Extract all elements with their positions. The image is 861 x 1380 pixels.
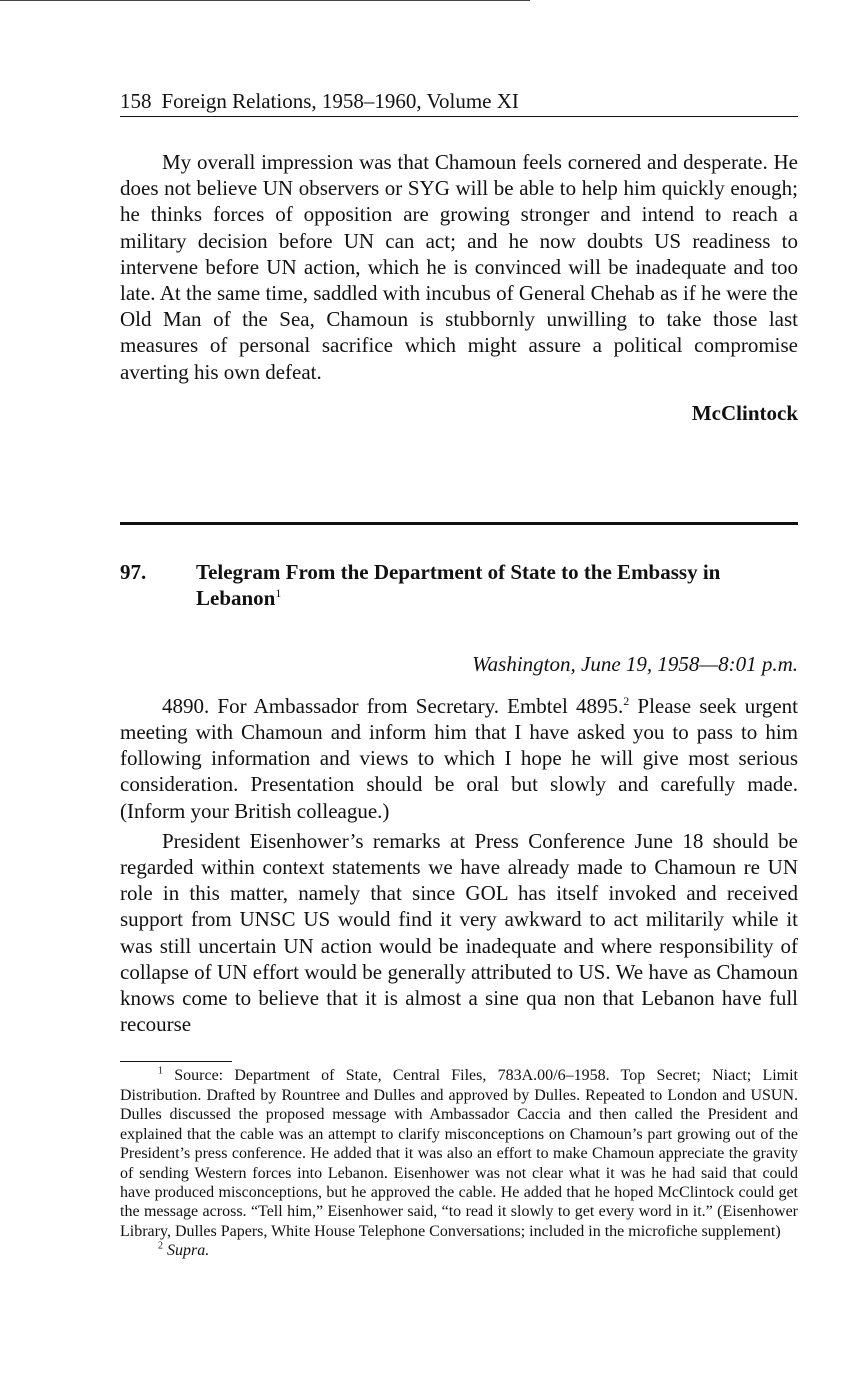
footnote-2-mark: 2 — [158, 1240, 163, 1252]
footnote-1-mark: 1 — [158, 1066, 163, 1078]
footnote-rule — [120, 1061, 232, 1062]
scan-edge-line — [0, 0, 530, 1]
document-title-text: Telegram From the Department of State to the Embassy in Lebanon — [196, 559, 721, 610]
telegram-paragraph-1 — [120, 693, 798, 824]
telegram-paragraph-1-start: 4890. For Ambassador from Secretary. Embtel 4895. — [162, 693, 624, 718]
telegram-paragraph-1-rest: Please seek urgent meeting with Chamoun and inform him that I have asked you to pass to him following information and views to which I hope he will give most serious consideration. Presentation should be oral but slowly and carefully made. (Inform your British colleague.) — [120, 693, 798, 823]
footnote-1-text: Source: Department of State, Central Files, 783A.00/6–1958. Top Secret; Niact; Limit Distribution. Drafted by Rountree and Dulles and approved by Dulles. Repeated to London and USUN. Dulles discussed the proposed message with Ambassador Caccia and then called the President and explained that the cable was an attempt to clarify misconceptions on Chamoun’s part growing out of the President’s press conference. He added that it was also an effort to make Chamoun appreciate the gravity of sending Western forces into Lebanon. Eisenhower was not clear what it was he had said that could have produced misconceptions, but he approved the cable. He added that he hoped McClintock could get the message across. “Tell him,” Eisenhower said, “to read it slowly to get every word in it.” (Eisenhower Library, Dulles Papers, White House Telephone Conversations; included in the microfiche supplement) — [120, 1067, 799, 1240]
footnote-2 — [120, 1241, 798, 1260]
section-divider — [120, 522, 798, 525]
page-number: 158 — [120, 89, 152, 113]
footnote-1 — [120, 1066, 798, 1241]
document-number: 97. — [120, 559, 147, 584]
document-page — [120, 88, 798, 1261]
telegram-paragraph-2: President Eisenhower’s remarks at Press Conference June 18 should be regarded within context statements we have already made to Chamoun re UN role in this matter, namely that since GOL has itself invoked and received support from UNSC US would find it very awkward to act militarily while it was still uncertain UN action would be inadequate and where responsibility of collapse of UN effort would be generally attributed to US. We have as Chamoun knows come to believe that it is almost a sine qua non that Lebanon have full recourse — [120, 828, 798, 1037]
title-footnote-mark: 1 — [275, 585, 282, 600]
paragraph-footnote-mark: 2 — [623, 693, 630, 708]
document-heading — [120, 559, 798, 611]
footnote-2-text: Supra. — [167, 1242, 210, 1260]
signature: McClintock — [691, 400, 798, 425]
running-header — [120, 88, 798, 117]
document-title — [196, 559, 798, 611]
closing-paragraph: My overall impression was that Chamoun feels cornered and desperate. He does not believe UN observers or SYG will be able to help him quickly enough; he thinks forces of opposition are growing stronger and intend to reach a military decision before UN can act; and he now doubts US readiness to intervene before UN action, which he is convinced will be inadequate and too late. At the same time, saddled with incubus of General Chehab as if he were the Old Man of the Sea, Chamoun is stubbornly unwilling to take those last measures of personal sacrifice which might assure a political compromise averting his own defeat. — [120, 150, 798, 384]
dateline: Washington, June 19, 1958—8:01 p.m. — [472, 651, 798, 676]
volume-title: Foreign Relations, 1958–1960, Volume XI — [161, 89, 519, 113]
